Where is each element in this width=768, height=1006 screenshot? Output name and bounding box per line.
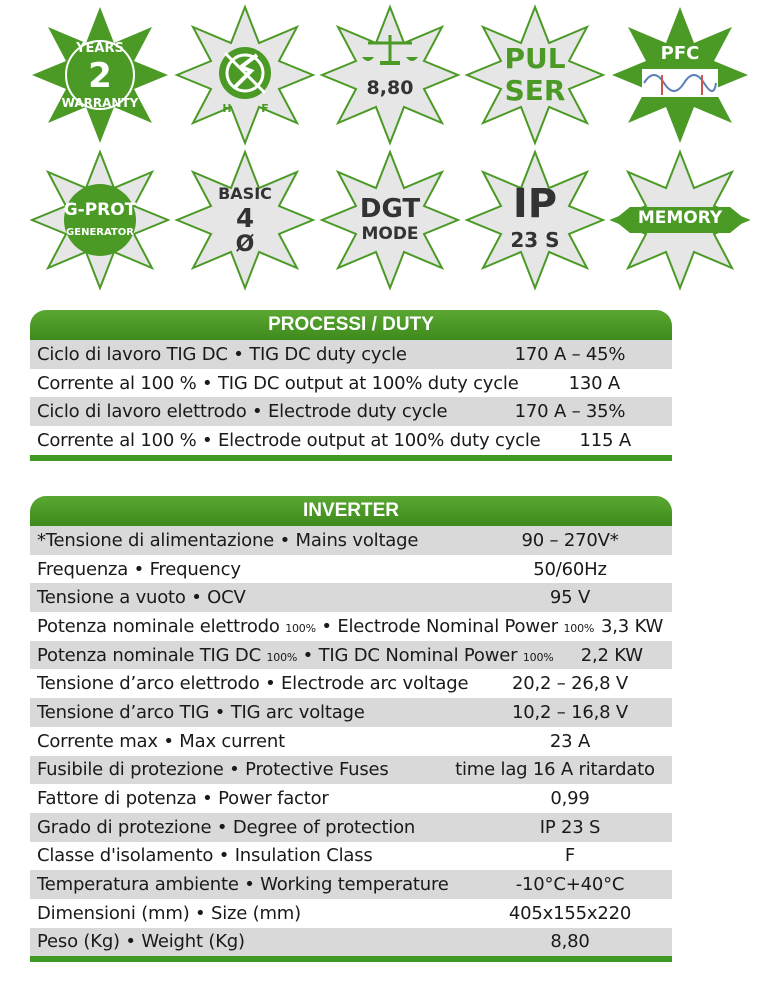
row-label: Frequenza • Frequency [37, 558, 241, 580]
table-row [30, 870, 672, 899]
badge-basic-text: BASIC [218, 184, 272, 203]
table-row [30, 928, 672, 957]
table-row [30, 698, 672, 727]
badge-ip-text: IP [512, 181, 558, 227]
pfc-badge [610, 5, 750, 145]
dgt-mode-badge [320, 150, 460, 290]
row-value: 0,99 [550, 788, 590, 810]
table-row [30, 842, 672, 871]
row-value: -10°C+40°C [515, 874, 625, 896]
wave-icon [610, 5, 750, 145]
row-value: 115 A [579, 429, 631, 451]
table-row [30, 756, 672, 785]
badge-warranty-text: WARRANTY [61, 96, 139, 110]
row-value: 95 V [549, 587, 591, 609]
badge-mode-text: MODE [361, 224, 419, 244]
feature-badges [0, 0, 768, 300]
g-prot-badge [30, 150, 170, 290]
row-label: Corrente al 100 % • TIG DC output at 100% duty cycle [37, 372, 519, 394]
label-part: • TIG DC Nominal Power [297, 644, 523, 666]
inverter-header: INVERTER [30, 496, 672, 526]
row-value: 405x155x220 [508, 902, 632, 924]
ip-badge [465, 150, 605, 290]
table-row [30, 669, 672, 698]
table-row [30, 340, 672, 369]
row-value: 3,3 KW [601, 615, 664, 637]
badge-memory-text: MEMORY [637, 208, 723, 228]
row-value: 170 A – 35% [514, 401, 626, 423]
table-row [30, 813, 672, 842]
shield-star-icon [30, 150, 170, 290]
row-label: Classe d'isolamento • Insulation Class [37, 845, 373, 867]
row-value: 130 A [568, 372, 620, 394]
table-row [30, 397, 672, 426]
pulser-badge [465, 5, 605, 145]
row-label: Temperatura ambiente • Working temperature [37, 874, 449, 896]
table-row [30, 583, 672, 612]
row-label: Ciclo di lavoro TIG DC • TIG DC duty cycle [37, 343, 407, 365]
row-value: F [564, 845, 576, 867]
row-label: Corrente max • Max current [37, 730, 285, 752]
table-row [30, 784, 672, 813]
badge-years-number: 2 [88, 56, 112, 96]
row-label: Fusibile di protezione • Protective Fuses [37, 759, 389, 781]
badge-basic-number: 4 [235, 204, 255, 234]
badge-ip-rating: 23 S [510, 228, 560, 252]
label-part: Potenza nominale TIG DC [37, 644, 267, 666]
row-label: Tensione d’arco TIG • TIG arc voltage [37, 701, 365, 723]
badge-h-letter: H [222, 102, 232, 115]
row-label [30, 645, 554, 666]
row-label: Corrente al 100 % • Electrode output at 100% duty cycle [37, 429, 541, 451]
row-value: 10,2 – 16,8 V [511, 701, 629, 723]
badge-ser-text: SER [504, 74, 566, 107]
warranty-badge [30, 5, 170, 145]
badge-years-text: YEARS [76, 41, 124, 56]
row-label: Grado di protezione • Degree of protection [37, 816, 416, 838]
processi-header: PROCESSI / DUTY [30, 310, 672, 340]
table-row [30, 727, 672, 756]
label-small: 100% [266, 650, 298, 664]
row-label: Fattore di potenza • Power factor [37, 788, 329, 810]
badge-generator-text: GENERATOR [66, 227, 134, 238]
hf-icon [175, 5, 315, 145]
row-label: Tensione d’arco elettrodo • Electrode arc voltage [37, 673, 469, 695]
table-row [30, 555, 672, 584]
memory-badge [610, 150, 750, 290]
label-small: 100% [563, 621, 595, 635]
table-row [30, 526, 672, 555]
row-label: Tensione a vuoto • OCV [37, 587, 246, 609]
row-label: Ciclo di lavoro elettrodo • Electrode duty cycle [37, 401, 448, 423]
basic-badge [175, 150, 315, 290]
label-small: 100% [285, 621, 316, 635]
row-label [30, 616, 594, 637]
badge-dgt-text: DGT [359, 194, 421, 224]
badge-f-letter: F [261, 102, 269, 115]
row-value: 50/60Hz [533, 558, 607, 580]
row-value: IP 23 S [539, 816, 601, 838]
processi-section [30, 310, 672, 461]
row-value: 170 A – 45% [514, 343, 626, 365]
table-row [30, 426, 672, 455]
label-part: • Electrode Nominal Power [315, 615, 564, 637]
row-value: 8,80 [550, 931, 590, 953]
inverter-section [30, 496, 672, 962]
table-row [30, 369, 672, 398]
row-value: 90 – 270V* [521, 529, 619, 551]
row-value: time lag 16 A ritardato [455, 759, 655, 781]
label-small: 100% [522, 650, 554, 664]
row-label: *Tensione di alimentazione • Mains voltage [37, 529, 419, 551]
table-row [30, 612, 672, 641]
label-part: Potenza nominale elettrodo [37, 615, 286, 637]
badge-pfc-text: PFC [660, 43, 700, 64]
scale-icon [320, 5, 460, 145]
row-label: Dimensioni (mm) • Size (mm) [37, 902, 301, 924]
row-value: 2,2 KW [580, 644, 643, 666]
table-row [30, 899, 672, 928]
inverter-table [30, 526, 672, 962]
processi-table [30, 340, 672, 461]
table-row [30, 641, 672, 670]
badge-gprot-text: G-PROT [63, 200, 137, 220]
row-value: 23 A [549, 730, 591, 752]
badge-pul-text: PUL [504, 42, 566, 75]
row-label: Peso (Kg) • Weight (Kg) [37, 931, 245, 953]
row-value: 20,2 – 26,8 V [511, 673, 629, 695]
badge-weight-text: 8,80 [366, 77, 414, 99]
weight-badge [320, 5, 460, 145]
badge-basic-symbol: Ø [235, 232, 255, 257]
hf-badge [175, 5, 315, 145]
